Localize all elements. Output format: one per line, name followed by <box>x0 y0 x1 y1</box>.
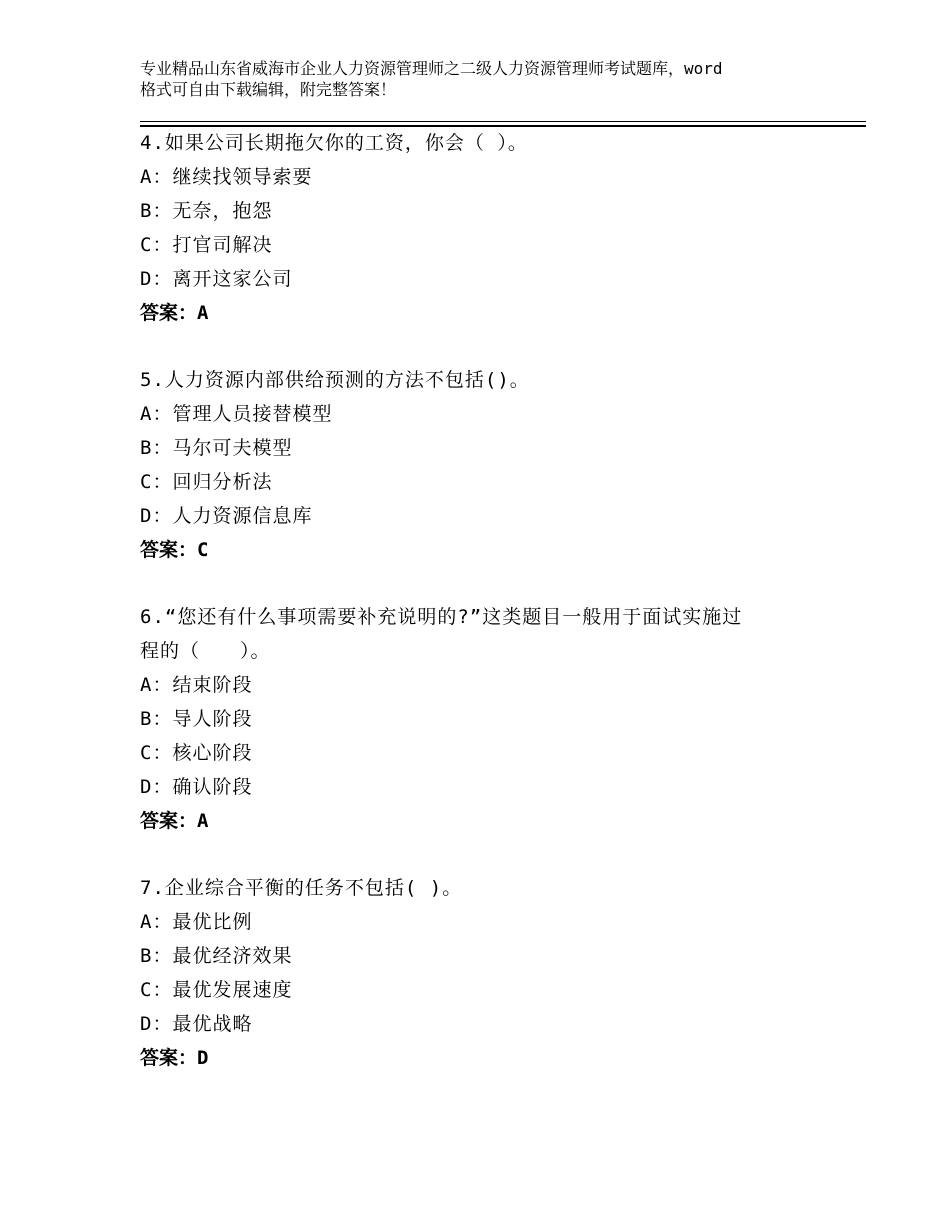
option-b: B：马尔可夫模型 <box>140 437 293 459</box>
option-a: A：继续找领导索要 <box>140 166 313 188</box>
question-stem: 4.如果公司长期拖欠你的工资，你会（ ）。 <box>140 132 528 154</box>
answer-label: 答案：A <box>140 810 209 832</box>
option-b: B：导人阶段 <box>140 708 253 730</box>
header-line-1: 专业精品山东省威海市企业人力资源管理师之二级人力资源管理师考试题库，word <box>140 59 723 78</box>
header-divider-thin <box>140 121 866 122</box>
question-7 <box>140 871 840 1075</box>
answer-label: 答案：C <box>140 539 209 561</box>
option-c: C：打官司解决 <box>140 234 273 256</box>
option-a: A：管理人员接替模型 <box>140 403 333 425</box>
option-a: A：最优比例 <box>140 911 253 933</box>
header-line-2: 格式可自由下载编辑，附完整答案！ <box>140 80 397 99</box>
question-5 <box>140 363 840 567</box>
question-stem: 5.人力资源内部供给预测的方法不包括()。 <box>140 369 530 391</box>
option-b: B：最优经济效果 <box>140 945 293 967</box>
option-d: D：离开这家公司 <box>140 268 293 290</box>
answer-label: 答案：D <box>140 1047 209 1069</box>
option-c: C：核心阶段 <box>140 742 253 764</box>
option-c: C：回归分析法 <box>140 471 273 493</box>
spacer <box>140 330 840 363</box>
question-list <box>140 126 840 1075</box>
question-stem: 7.企业综合平衡的任务不包括( )。 <box>140 877 463 899</box>
answer-label: 答案：A <box>140 302 209 324</box>
spacer <box>140 838 840 871</box>
option-a: A：结束阶段 <box>140 674 253 696</box>
question-6 <box>140 600 840 838</box>
document-header <box>140 58 830 100</box>
option-d: D：人力资源信息库 <box>140 505 313 527</box>
question-stem: 6.“您还有什么事项需要补充说明的?”这类题目一般用于面试实施过 <box>140 606 743 628</box>
option-c: C：最优发展速度 <box>140 979 293 1001</box>
option-b: B：无奈，抱怨 <box>140 200 273 222</box>
spacer <box>140 567 840 600</box>
question-stem-continued: 程的（ ）。 <box>140 640 271 662</box>
question-4 <box>140 126 840 330</box>
option-d: D：确认阶段 <box>140 776 253 798</box>
option-d: D：最优战略 <box>140 1013 253 1035</box>
